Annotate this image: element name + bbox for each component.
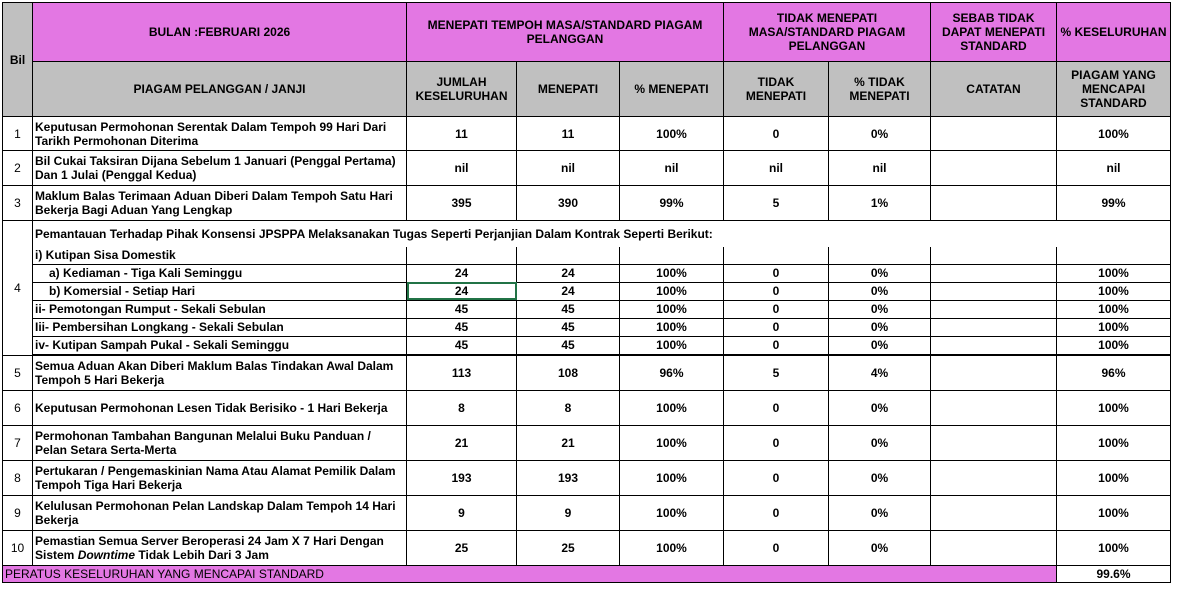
overall-cell[interactable]: 100% — [1057, 300, 1171, 318]
overall-cell[interactable]: 100% — [1057, 390, 1171, 425]
overall-cell[interactable]: 100% — [1057, 460, 1171, 495]
overall-cell[interactable]: 100% — [1057, 336, 1171, 354]
table-row — [3, 264, 1171, 282]
table-row — [3, 495, 1171, 530]
meet-cell[interactable]: 45 — [517, 300, 620, 318]
pct-meet-cell[interactable]: 100% — [620, 336, 724, 354]
charter-header[interactable]: PIAGAM PELANGGAN / JANJI — [33, 62, 407, 117]
total-cell[interactable]: 9 — [407, 495, 517, 530]
not-meet-cell[interactable]: 0 — [724, 318, 829, 336]
notes-cell[interactable] — [931, 390, 1057, 425]
overall-cell[interactable]: 96% — [1057, 355, 1171, 390]
pct-meet-header[interactable]: % MENEPATI — [620, 62, 724, 117]
not-meet-cell[interactable]: 5 — [724, 186, 829, 221]
charter-cell[interactable] — [33, 530, 407, 565]
total-cell[interactable]: 8 — [407, 390, 517, 425]
footer-label[interactable]: PERATUS KESELURUHAN YANG MENCAPAI STANDARD — [3, 565, 1057, 582]
meet-cell[interactable]: 11 — [517, 117, 620, 151]
row-number[interactable]: 10 — [3, 530, 33, 565]
pct-not-meet-cell[interactable]: 0% — [829, 318, 931, 336]
table-row — [3, 300, 1171, 318]
pct-meet-cell[interactable]: 100% — [620, 117, 724, 151]
not-meet-cell[interactable]: 0 — [724, 530, 829, 565]
pct-meet-cell[interactable]: 100% — [620, 425, 724, 460]
table-row — [3, 530, 1171, 565]
overall-cell[interactable]: 100% — [1057, 425, 1171, 460]
meet-cell[interactable]: 9 — [517, 495, 620, 530]
pct-not-meet-cell[interactable]: 0% — [829, 425, 931, 460]
meet-header[interactable]: MENEPATI — [517, 62, 620, 117]
charter-cell-section-title[interactable]: Pemantauan Terhadap Pihak Konsensi JPSPPA Melaksanakan Tugas Seperti Perjanjian Dalam Kontrak Seperti Berikut: — [33, 221, 1171, 247]
total-cell[interactable]: 11 — [407, 117, 517, 151]
total-cell[interactable]: 21 — [407, 425, 517, 460]
charter-cell[interactable]: iv- Kutipan Sampah Pukal - Sekali Seminggu — [33, 336, 407, 354]
pct-meet-cell[interactable]: 100% — [620, 495, 724, 530]
charter-cell[interactable]: a) Kediaman - Tiga Kali Seminggu — [33, 264, 407, 282]
table-row — [3, 318, 1171, 336]
not-meet-header[interactable]: TIDAK MENEPATI — [724, 62, 829, 117]
achieved-header[interactable]: PIAGAM YANG MENCAPAI STANDARD — [1057, 62, 1171, 117]
charter-text-part: Tidak Lebih Dari 3 Jam — [135, 547, 269, 562]
charter-cell-sub-heading[interactable]: i) Kutipan Sisa Domestik — [33, 247, 407, 265]
footer-value[interactable]: 99.6% — [1057, 565, 1171, 582]
meet-cell[interactable]: 390 — [517, 186, 620, 221]
notes-cell[interactable] — [931, 186, 1057, 221]
table-row — [3, 425, 1171, 460]
table-row — [3, 355, 1171, 390]
pct-meet-cell[interactable]: 100% — [620, 530, 724, 565]
not-meet-cell[interactable]: 0 — [724, 117, 829, 151]
meet-cell[interactable]: 108 — [517, 355, 620, 390]
notes-cell[interactable] — [931, 355, 1057, 390]
meet-cell[interactable]: 25 — [517, 530, 620, 565]
notes-cell[interactable] — [931, 336, 1057, 354]
pct-not-meet-cell[interactable]: 0% — [829, 117, 931, 151]
pct-meet-cell[interactable]: 100% — [620, 318, 724, 336]
table-row — [3, 282, 1171, 300]
meet-cell[interactable]: nil — [517, 151, 620, 186]
pct-not-meet-cell[interactable]: 0% — [829, 300, 931, 318]
charter-text-part: Pemastian Semua Server Beroperasi 24 Jam X 7 Hari Dengan Sistem — [35, 533, 384, 562]
not-meet-cell[interactable]: 0 — [724, 425, 829, 460]
pct-not-meet-cell[interactable] — [829, 247, 931, 265]
overall-cell[interactable]: nil — [1057, 151, 1171, 186]
bil-header[interactable]: Bil — [3, 3, 33, 117]
meet-group-header[interactable]: MENEPATI TEMPOH MASA/STANDARD PIAGAM PELANGGAN — [407, 3, 724, 62]
pct-not-meet-cell[interactable]: 0% — [829, 390, 931, 425]
meet-cell[interactable]: 21 — [517, 425, 620, 460]
total-cell[interactable]: 395 — [407, 186, 517, 221]
charter-table — [2, 2, 1171, 583]
meet-cell[interactable] — [517, 247, 620, 265]
overall-cell[interactable]: 100% — [1057, 282, 1171, 300]
row-number[interactable]: 5 — [3, 355, 33, 390]
table-row — [3, 221, 1171, 247]
pct-not-meet-cell[interactable]: 1% — [829, 186, 931, 221]
overall-cell[interactable]: 100% — [1057, 318, 1171, 336]
pct-not-meet-cell[interactable]: nil — [829, 151, 931, 186]
pct-meet-cell[interactable]: 100% — [620, 300, 724, 318]
meet-cell[interactable]: 193 — [517, 460, 620, 495]
pct-meet-cell[interactable] — [620, 247, 724, 265]
row-number[interactable]: 2 — [3, 151, 33, 186]
charter-cell[interactable]: b) Komersial - Setiap Hari — [33, 282, 407, 300]
total-cell[interactable]: 24 — [407, 264, 517, 282]
notes-cell[interactable] — [931, 318, 1057, 336]
charter-cell[interactable]: Bil Cukai Taksiran Dijana Sebelum 1 Januari (Penggal Pertama) Dan 1 Julai (Penggal Kedua) — [33, 151, 407, 186]
not-meet-cell[interactable] — [724, 247, 829, 265]
table-row — [3, 117, 1171, 151]
row-number[interactable]: 6 — [3, 390, 33, 425]
notes-cell[interactable] — [931, 300, 1057, 318]
meet-cell[interactable]: 8 — [517, 390, 620, 425]
notes-cell[interactable] — [931, 117, 1057, 151]
not-meet-cell[interactable]: 5 — [724, 355, 829, 390]
total-cell[interactable]: 45 — [407, 336, 517, 354]
total-cell[interactable]: 45 — [407, 318, 517, 336]
meet-cell[interactable]: 24 — [517, 264, 620, 282]
pct-not-meet-cell[interactable]: 0% — [829, 530, 931, 565]
pct-not-meet-header[interactable]: % TIDAK MENEPATI — [829, 62, 931, 117]
pct-meet-cell[interactable]: 100% — [620, 390, 724, 425]
notes-cell[interactable] — [931, 264, 1057, 282]
row-number[interactable]: 3 — [3, 186, 33, 221]
table-row — [3, 336, 1171, 354]
charter-cell[interactable]: Keputusan Permohonan Serentak Dalam Tempoh 99 Hari Dari Tarikh Permohonan Diterima — [33, 117, 407, 151]
footer-row — [3, 565, 1171, 582]
not-meet-cell[interactable]: 0 — [724, 390, 829, 425]
not-meet-group-header[interactable]: TIDAK MENEPATI MASA/STANDARD PIAGAM PELANGGAN — [724, 3, 931, 62]
pct-not-meet-cell[interactable]: 0% — [829, 336, 931, 354]
pct-not-meet-cell[interactable]: 4% — [829, 355, 931, 390]
row-number[interactable]: 1 — [3, 117, 33, 151]
pct-meet-cell[interactable]: 99% — [620, 186, 724, 221]
not-meet-cell[interactable]: 0 — [724, 336, 829, 354]
not-meet-cell[interactable]: 0 — [724, 282, 829, 300]
not-meet-cell[interactable]: 0 — [724, 460, 829, 495]
header-row-2 — [3, 62, 1171, 117]
not-meet-cell[interactable]: 0 — [724, 264, 829, 282]
charter-cell[interactable]: Maklum Balas Terimaan Aduan Diberi Dalam Tempoh Satu Hari Bekerja Bagi Aduan Yang Lengkap — [33, 186, 407, 221]
overall-cell[interactable]: 100% — [1057, 495, 1171, 530]
overall-cell[interactable]: 100% — [1057, 117, 1171, 151]
charter-cell[interactable]: Kelulusan Permohonan Pelan Landskap Dalam Tempoh 14 Hari Bekerja — [33, 495, 407, 530]
overall-cell[interactable]: 99% — [1057, 186, 1171, 221]
charter-cell[interactable]: Semua Aduan Akan Diberi Maklum Balas Tindakan Awal Dalam Tempoh 5 Hari Bekerja — [33, 355, 407, 390]
notes-cell[interactable] — [931, 530, 1057, 565]
pct-meet-cell[interactable]: 100% — [620, 460, 724, 495]
total-cell[interactable]: 45 — [407, 300, 517, 318]
pct-not-meet-cell[interactable]: 0% — [829, 264, 931, 282]
overall-group-header[interactable]: % KESELURUHAN — [1057, 3, 1171, 62]
total-cell[interactable]: 113 — [407, 355, 517, 390]
meet-cell[interactable]: 45 — [517, 336, 620, 354]
notes-cell[interactable] — [931, 460, 1057, 495]
notes-cell[interactable] — [931, 151, 1057, 186]
charter-cell[interactable]: Iii- Pembersihan Longkang - Sekali Sebulan — [33, 318, 407, 336]
total-cell[interactable]: 193 — [407, 460, 517, 495]
overall-cell[interactable]: 100% — [1057, 264, 1171, 282]
row-number[interactable]: 4 — [3, 221, 33, 356]
table-row — [3, 390, 1171, 425]
table-row — [3, 247, 1171, 265]
overall-cell[interactable] — [1057, 247, 1171, 265]
pct-meet-cell[interactable]: 100% — [620, 282, 724, 300]
row-number[interactable]: 9 — [3, 495, 33, 530]
table-row — [3, 460, 1171, 495]
notes-header[interactable]: CATATAN — [931, 62, 1057, 117]
pct-meet-cell[interactable]: 96% — [620, 355, 724, 390]
row-number[interactable]: 8 — [3, 460, 33, 495]
not-meet-cell[interactable]: 0 — [724, 300, 829, 318]
total-cell[interactable]: 25 — [407, 530, 517, 565]
total-cell[interactable] — [407, 247, 517, 265]
table-row — [3, 186, 1171, 221]
pct-meet-cell[interactable]: nil — [620, 151, 724, 186]
pct-meet-cell[interactable]: 100% — [620, 264, 724, 282]
notes-cell[interactable] — [931, 425, 1057, 460]
total-cell-selected[interactable]: 24 — [407, 282, 517, 300]
charter-cell[interactable]: Permohonan Tambahan Bangunan Melalui Buku Panduan / Pelan Setara Serta-Merta — [33, 425, 407, 460]
total-header[interactable]: JUMLAH KESELURUHAN — [407, 62, 517, 117]
meet-cell[interactable]: 45 — [517, 318, 620, 336]
month-header[interactable]: BULAN :FEBRUARI 2026 — [33, 3, 407, 62]
not-meet-cell[interactable]: nil — [724, 151, 829, 186]
pct-not-meet-cell[interactable]: 0% — [829, 460, 931, 495]
notes-cell[interactable] — [931, 247, 1057, 265]
notes-cell[interactable] — [931, 282, 1057, 300]
reason-group-header[interactable]: SEBAB TIDAK DAPAT MENEPATI STANDARD — [931, 3, 1057, 62]
not-meet-cell[interactable]: 0 — [724, 495, 829, 530]
header-row-1 — [3, 3, 1171, 62]
pct-not-meet-cell[interactable]: 0% — [829, 282, 931, 300]
charter-cell[interactable]: ii- Pemotongan Rumput - Sekali Sebulan — [33, 300, 407, 318]
total-cell[interactable]: nil — [407, 151, 517, 186]
overall-cell[interactable]: 100% — [1057, 530, 1171, 565]
charter-text-italic: Downtime — [77, 547, 136, 562]
row-number[interactable]: 7 — [3, 425, 33, 460]
table-row — [3, 151, 1171, 186]
meet-cell[interactable]: 24 — [517, 282, 620, 300]
notes-cell[interactable] — [931, 495, 1057, 530]
charter-cell[interactable]: Pertukaran / Pengemaskinian Nama Atau Alamat Pemilik Dalam Tempoh Tiga Hari Bekerja — [33, 460, 407, 495]
charter-cell[interactable]: Keputusan Permohonan Lesen Tidak Berisiko - 1 Hari Bekerja — [33, 390, 407, 425]
pct-not-meet-cell[interactable]: 0% — [829, 495, 931, 530]
